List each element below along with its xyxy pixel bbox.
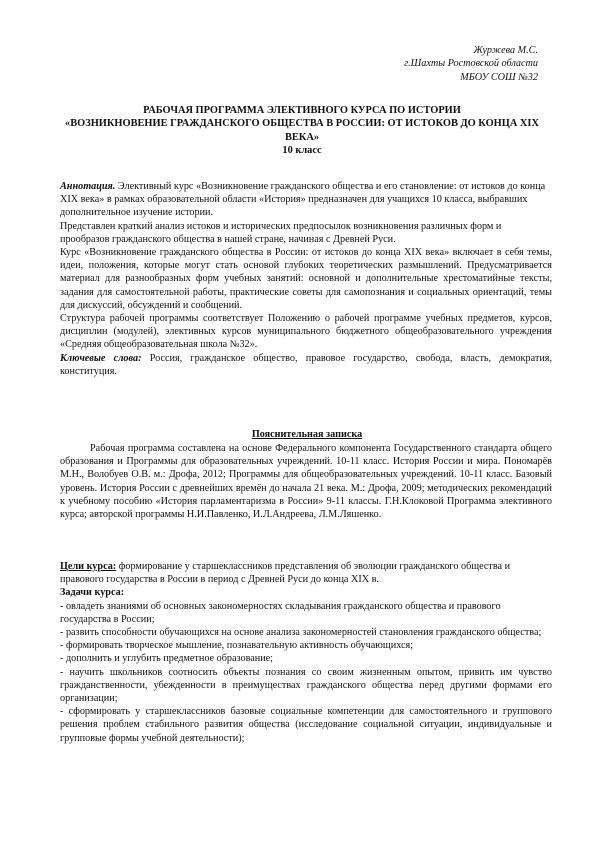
title-grade: 10 класс	[282, 145, 322, 157]
abstract-paragraph-4: Структура рабочей программы соответствует Положению о рабочей программе учебных предметов, курсов, дисциплин (модулей), элективных курсов муниципального бюджетного общеобразовательного учреждения «Средняя общеобразовательная школа №32».	[60, 313, 552, 351]
note-text: Рабочая программа составлена на основе Федерального компонента Государственного стандарта общего образования и Программы для образовательных учреждений. 10-11 класс. История России и мира. Пономарёв М.Н., Волобуев О.В. м.: Дрофа, 2012; Программы для общеобразовательных учреждений. 10-11 класс. Базовый уровень. История России с древнейших времён до начала 21 века. М.: Дрофа, 2009; методических рекомендаций к учебному пособию «История парламентаризма в России» 9-11 классы. Г.Н.Клоковой Программа элективного курса; авторской программы Н.И.Павленко, И.Л.Андреева, Л.М.Ляшенко.	[60, 443, 552, 521]
goals-section	[60, 560, 552, 745]
tasks-label: Задачи курса:	[60, 587, 125, 599]
title-line-1: РАБОЧАЯ ПРОГРАММА ЭЛЕКТИВНОГО КУРСА ПО ИСТОРИИ	[143, 105, 461, 116]
keywords-paragraph	[60, 352, 552, 378]
list-item: - научить школьников соотносить объекты познания со своим жизненным опытом, привить им чувство гражданственности, убежденности в преимуществах гражданского общества перед другими формами его организации;	[60, 666, 552, 705]
list-item: - развить способности обучающихся на основе анализа закономерностей становления гражданского общества;	[60, 627, 542, 639]
abstract-label: Аннотация.	[60, 181, 116, 192]
abstract-paragraph-1	[60, 180, 552, 220]
list-item: - овладеть знаниями об основных закономерностях складывания гражданского общества и правового государства в России;	[60, 600, 501, 625]
author-school: МБОУ СОШ №32	[460, 71, 538, 83]
goals-label: Цели курса:	[60, 561, 117, 572]
tasks-list	[60, 600, 552, 745]
goals-paragraph	[60, 560, 552, 586]
keywords-text: Россия, гражданское общество, правовое государство, свобода, власть, демократия, конституция.	[60, 352, 552, 377]
list-item: - формировать творческое мышление, познавательную активность обучающихся;	[60, 640, 414, 652]
document-title	[60, 104, 544, 158]
list-item: - сформировать у старшеклассников базовые социальные компетенции для самостоятельного и группового решения проблем стабильного развития общества (исследование социальной ситуации, индивидуальные и групповые формы учебной деятельности);	[60, 706, 552, 744]
note-title: Пояснительная записка	[251, 429, 363, 440]
abstract-paragraph-2: Представлен краткий анализ истоков и исторических предпосылок возникновения различных форм и прообразов гражданского общества в нашей стране, начиная с Древней Руси.	[60, 220, 502, 245]
author-location: г.Шахты Ростовской области	[404, 58, 538, 70]
abstract-text-1: Элективный курс «Возникновение гражданского общества и его становление: от истоков до конца XIX века» в рамках образовательной области «История» предназначен для учащихся 10 класса, выбравших дополнительное изучение истории.	[60, 181, 546, 219]
title-line-2: «ВОЗНИКНОВЕНИЕ ГРАЖДАНСКОГО ОБЩЕСТВА В РОССИИ: ОТ ИСТОКОВ ДО КОНЦА XIX ВЕКА»	[65, 118, 539, 143]
keywords-label: Ключевые слова:	[60, 352, 142, 364]
author-block	[404, 44, 538, 84]
goals-text: формирование у старшеклассников представления об эволюции гражданского общества и правового государства в России в период с Древней Руси до конца XIX в.	[60, 561, 511, 586]
list-item: - дополнить и углубить предметное образование;	[60, 653, 274, 665]
abstract-section	[60, 180, 552, 378]
author-name: Журжева М.С.	[473, 45, 538, 56]
explanatory-note	[60, 442, 552, 521]
abstract-paragraph-3: Курс «Возникновение гражданского общества в России: от истоков до конца XIX века» включает в себя темы, идеи, положения, которые могут стать основой глубоких теоретических размышлений. Предусматривается материал для разнообразных форм учебных занятий: основной и дополнительные хрестоматийные тексты, задания для самостоятельной работы, практические советы для самопознания и социальных ориентаций, темы для дискуссий, обсуждений и сообщений.	[60, 247, 552, 311]
